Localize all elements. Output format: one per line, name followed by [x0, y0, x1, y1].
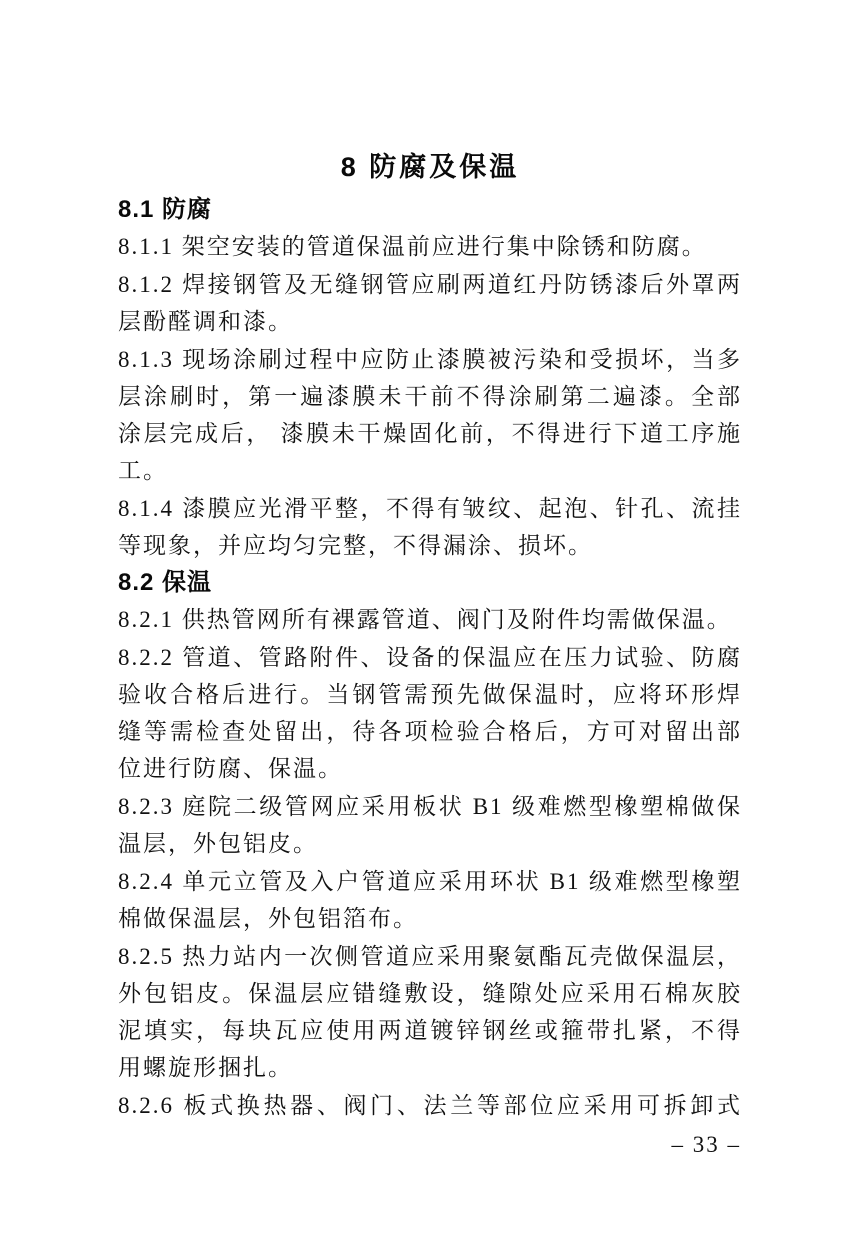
chapter-title: 8 防腐及保温 [340, 152, 520, 182]
paragraph-8-2-5: 8.2.5 热力站内一次侧管道应采用聚氨酯瓦壳做保温层，外包铝皮。保温层应错缝敷设，缝隙处应采用石棉灰胶泥填实，每块瓦应使用两道镀锌钢丝或箍带扎紧，不得用螺旋形捆扎。 [118, 944, 742, 1080]
paragraph-8-1-4: 8.1.4 漆膜应光滑平整，不得有皱纹、起泡、针孔、流挂等现象，并应均匀完整，不得漏涂、损坏。 [118, 496, 742, 558]
paragraph-8-1-3: 8.1.3 现场涂刷过程中应防止漆膜被污染和受损坏，当多层涂刷时，第一遍漆膜未干前不得涂刷第二遍漆。全部涂层完成后， 漆膜未干燥固化前，不得进行下道工序施工。 [118, 347, 742, 483]
section-heading-8-2: 8.2 保温 [118, 569, 213, 596]
paragraph-8-2-4: 8.2.4 单元立管及入户管道应采用环状 B1 级难燃型橡塑棉做保温层，外包铝箔布。 [118, 869, 742, 931]
paragraph-8-1-2: 8.1.2 焊接钢管及无缝钢管应刷两道红丹防锈漆后外罩两层酚醛调和漆。 [118, 272, 742, 334]
paragraph-8-2-1: 8.2.1 供热管网所有裸露管道、阀门及附件均需做保温。 [118, 607, 732, 632]
paragraph-8-2-2: 8.2.2 管道、管路附件、设备的保温应在压力试验、防腐验收合格后进行。当钢管需预先做保温时，应将环形焊缝等需检查处留出，待各项检验合格后，方可对留出部位进行防腐、保温。 [118, 645, 742, 781]
page-number: – 33 – [671, 1132, 741, 1157]
paragraph-8-2-6: 8.2.6 板式换热器、阀门、法兰等部位应采用可拆卸式 [118, 1093, 742, 1118]
section-heading-8-1: 8.1 防腐 [118, 196, 213, 223]
paragraph-8-1-1: 8.1.1 架空安装的管道保温前应进行集中除锈和防腐。 [118, 234, 707, 259]
page-content [118, 150, 742, 1125]
paragraph-8-2-3: 8.2.3 庭院二级管网应采用板状 B1 级难燃型橡塑棉做保温层，外包铝皮。 [118, 794, 742, 856]
